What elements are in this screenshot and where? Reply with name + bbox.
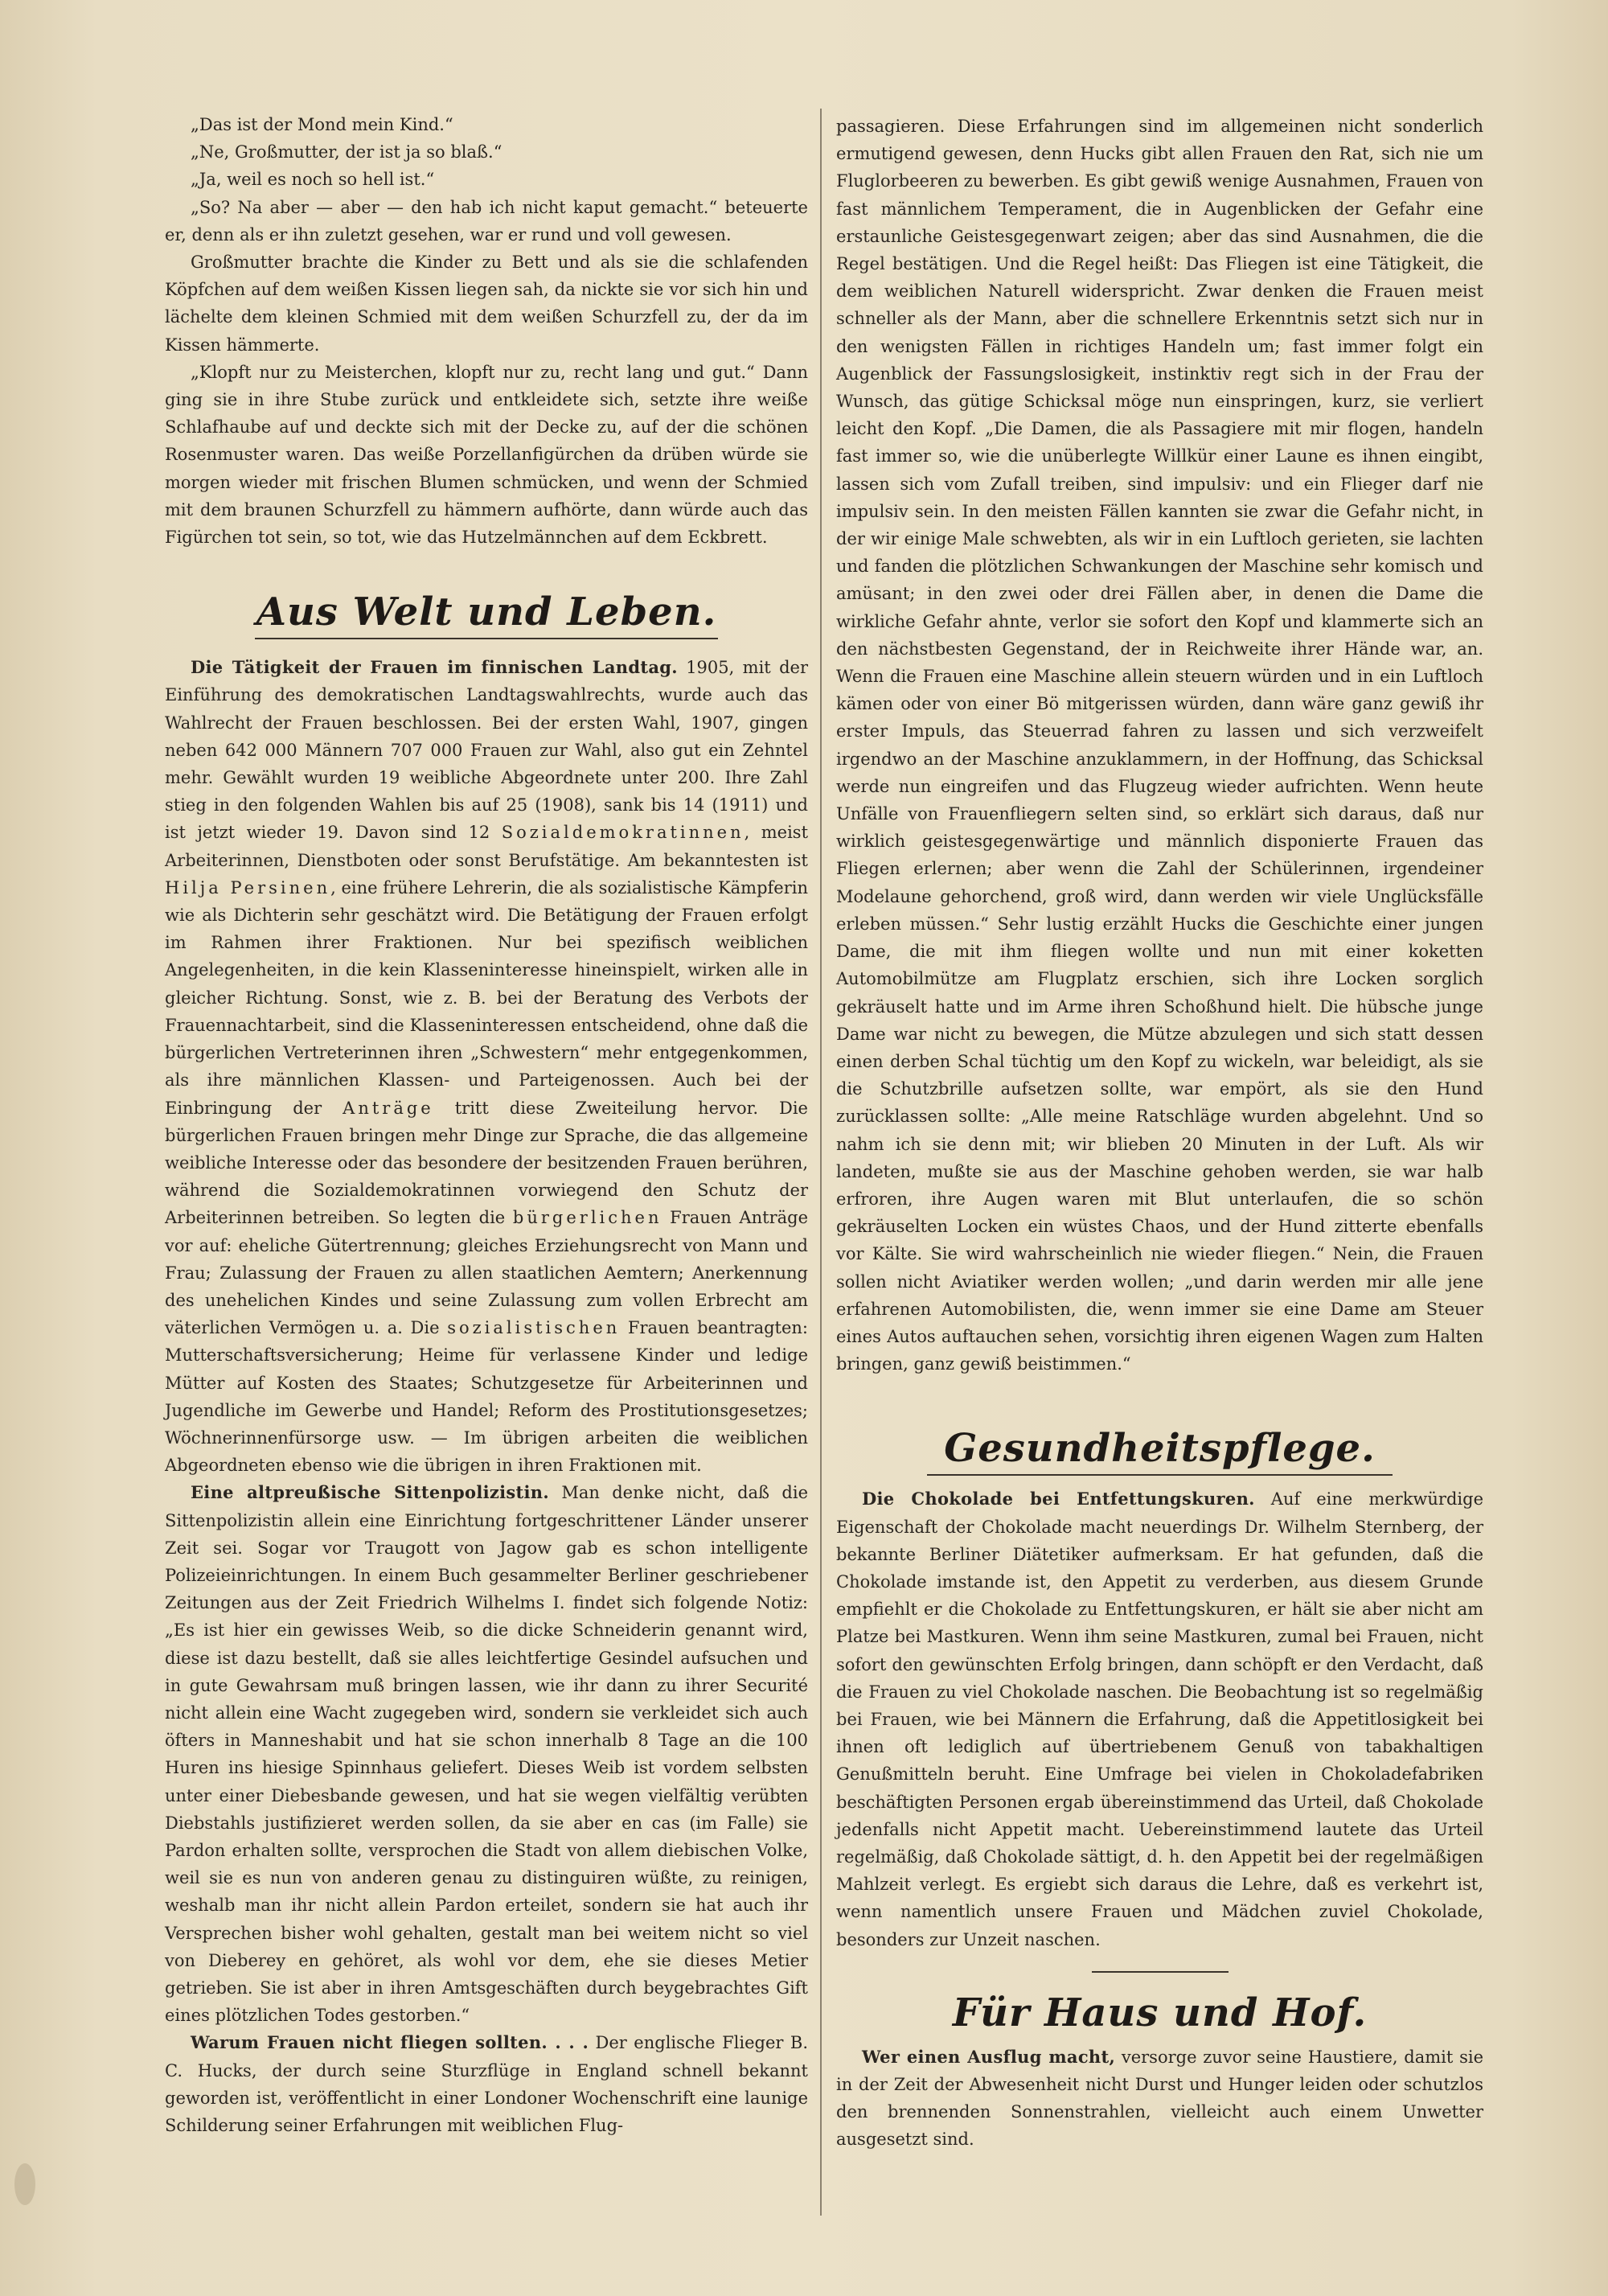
spaced-term: sozialistischen — [447, 1318, 621, 1338]
section-heading-house-text: Für Haus und Hof. — [952, 1990, 1368, 2035]
section-heading-health-text: Gesundheitspflege. — [944, 1426, 1376, 1472]
article-finnish-landtag — [165, 654, 808, 1479]
section-divider — [1092, 1971, 1229, 1973]
article-title: Die Tätigkeit der Frauen im finnischen Landtag. — [191, 657, 678, 678]
article-text: Auf eine merkwürdige Eigenschaft der Chokolade macht neuerdings Dr. Wilhelm Sternberg, der bekannte Berliner Diätetiker aufmerksam. Er hat gefunden, daß die Chokolade imstande ist, den Appetit zu verderben, aus diesem Grunde empfiehlt er die Chokolade zu Entfettungskuren, er hält sie aber nicht am Platze bei Mastkuren. Wenn ihm seine Mastkuren, zumal bei Frauen, nicht sofort den gewünschten Erfolg bringen, dann schöpft er den Verdacht, daß die Frauen zu viel Chokolade naschen. Die Beobachtung ist so regelmäßig bei Frauen, wie bei Männern die Erfahrung, daß die Appetitlosigkeit bei ihnen oft lediglich auf übertriebenem Genuß von tabakhaltigen Genußmitteln beruht. Eine Umfrage bei vielen in Chokoladefabriken beschäftigten Personen ergab übereinstimmend das Urteil, daß Chokolade jedenfalls nicht Appetit macht. Uebereinstimmend lautete das Urteil regelmäßig, daß Chokolade sättigt, d. h. den Appetit bei der regelmäßigen Mahlzeit verlegt. Es ergiebt sich daraus die Lehre, daß es verkehrt ist, wenn namentlich unsere Frauen und Mädchen zuviel Chokolade, besonders zur Unzeit naschen. — [836, 1489, 1483, 1949]
section-heading-world — [165, 589, 808, 639]
story-line-1: „Das ist der Mond mein Kind.“ — [191, 115, 453, 134]
story-paragraph-6: „Klopft nur zu Meisterchen, klopft nur zu, recht lang und gut.“ Dann ging sie in ihre Stube zurück und entkleidete sich, setzte ihre weiße Schlafhaube auf und deckte sich mit der Decke zu, auf der die schönen Rosenmuster waren. Das weiße Porzellanfigürchen da drüben würde sie morgen wieder mit frischen Blumen schmücken, und wenn der Schmied mit dem braunen Schurzfell zu hämmern aufhörte, dann würde auch das Figürchen tot sein, so tot, wie das Hutzelmännchen auf dem Eckbrett. — [165, 362, 808, 548]
story-paragraph-5: Großmutter brachte die Kinder zu Bett und als sie die schlafenden Köpfchen auf dem weißen Kissen liegen sah, da nickte sie vor sich hin und lächelte dem kleinen Schmied mit dem weißen Schurzfell zu, der da im Kissen hämmerte. — [165, 253, 808, 355]
article-text: Frauen beantragten: Mutterschaftsversicherung; Heime für verlassene Kinder und ledige Mütter auf Kosten des Staates; Schutzgesetze für Arbeiterinnen und Jugendliche im Gewerbe und Handel; Reform des Prostitutionsgesetzes; Wöchnerinnenfürsorge usw. — Im übrigen arbeiten die weiblichen Abgeordneten ebenso wie die übrigen in ihren Fraktionen mit. — [165, 1318, 809, 1476]
article-continuation: passagieren. Diese Erfahrungen sind im allgemeinen nicht sonderlich ermutigend gewesen, denn Hucks gibt allen Frauen den Rat, sich nie um Fluglorbeeren zu bewerben. Es gibt gewiß wenige Ausnahmen, Frauen von fast männlichem Temperament, die in Augenblicken der Gefahr eine erstaunliche Geistesgegenwart zeigen; aber das sind Ausnahmen, die die Regel bestätigen. Und die Regel heißt: Das Fliegen ist eine Tätigkeit, die dem weiblichen Naturell widerspricht. Zwar denken die Frauen meist schneller als der Mann, aber die schnellere Erkenntnis setzt sich nur in den wenigsten Fällen in richtiges Handeln um; fast immer folgt ein Augenblick der Fassungslosigkeit, instinktiv regt sich in der Frau der Wunsch, das gütige Schicksal möge nun einspringen, kurz, sie verliert leicht den Kopf. „Die Damen, die als Passagiere mit mir flogen, handeln fast immer so, wie die unüberlegte Willkür einer Laune es ihnen eingibt, lassen sich vom Zufall treiben, sind impulsiv: und ein Flieger darf nie impulsiv sein. In den meisten Fällen kannten sie zwar die Gefahr nicht, in der wir einige Male schwebten, als wir in ein Luftloch gerieten, sie lachten und fanden die plötzlichen Schwankungen der Maschine sehr komisch und amüsant; in den zwei oder drei Fällen aber, in denen die Dame die wirkliche Gefahr ahnte, verlor sie sofort den Kopf und klammerte sich an den nächstbesten Gegenstand, der in Reichweite ihrer Hände war, an. Wenn die Frauen eine Maschine allein steuern würden und in ein Luftloch kämen oder von einer Bö mitgerissen würden, dann wäre ganz gewiß ihr erster Impuls, das Steuerrad fahren zu lassen und sich verzweifelt irgendwo an der Maschine anzuklammern, in der Hoffnung, das Schicksal werde nun eingreifen und das Flugzeug wieder aufrichten. Wenn heute Unfälle von Frauenfliegern selten sind, so erklärt sich daraus, daß nur wirklich geistesgegenwärtige und männlich disponierte Frauen das Fliegen erlernen; aber wenn die Zahl der Schülerinnen, irgendeiner Modelaune gehorchend, groß wird, dann werden wir viele Unglücksfälle erleben müssen.“ Sehr lustig erzählt Hucks die Geschichte einer jungen Dame, die mit ihm fliegen wollte und nun mit einer koketten Automobilmütze am Flugplatz erschien, sich ihre Locken sorglich gekräuselt hatte und im Arme ihren Schoßhund hielt. Die hübsche junge Dame war nicht zu bewegen, die Mütze abzulegen und sich statt dessen einen derben Schal tüchtig um den Kopf zu wickeln, war beleidigt, als sie die Schutzbrille aufsetzen sollte, war empört, als sie den Hund zurücklassen sollte: „Alle meine Ratschläge wurden abgelehnt. Und so nahm ich sie denn mit; wir blieben 20 Minuten in der Luft. Als wir landeten, mußte sie aus der Maschine gehoben werden, sie war halb erfroren, ihre Augen waren mit Blut unterlaufen, die so schön gekräuselten Locken ein wüstes Chaos, und der Hund zitterte ebenfalls vor Kälte. Sie wird wahrscheinlich nie wieder fliegen.“ Nein, die Frauen sollen nicht Aviatiker werden wollen; „und darin werden mir alle jene erfahrenen Automobilisten, die, wenn immer sie eine Dame am Steuer eines Autos auftauchen sehen, vorsichtig ihren eigenen Wagen zum Halten bringen, ganz gewiß beistimmen.“ — [836, 117, 1483, 1374]
article-title: Eine altpreußische Sittenpolizistin. — [191, 1482, 549, 1503]
right-column — [836, 113, 1483, 2154]
section-heading-world-text: Aus Welt und Leben. — [256, 589, 717, 635]
article-ausflug — [836, 2043, 1483, 2154]
article-text: versorge zuvor seine Haustiere, damit sie in der Zeit der Abwesenheit nicht Durst und Hunger leiden oder schutzlos den brennenden Sonnenstrahlen, vielleicht auch einem Unwetter ausgesetzt sind. — [836, 2047, 1483, 2150]
article-sittenpolizistin — [165, 1479, 808, 2029]
article-title: Wer einen Ausflug macht, — [862, 2046, 1116, 2067]
article-text: , meist Arbeiterinnen, Dienstboten oder sonst Berufstätige. Am bekanntesten ist — [165, 823, 809, 870]
story-line-3: „Ja, weil es noch so hell ist.“ — [191, 170, 435, 190]
article-text: Man denke nicht, daß die Sittenpolizistin allein eine Einrichtung fortgeschrittener Länder unserer Zeit sei. Sogar vor Traugott von Jagow gab es schon intelligente Polizeieinrichtungen. In einem Buch gesammelter Berliner geschriebener Zeitungen aus der Zeit Friedrich Wilhelms I. findet sich folgende Notiz: „Es ist hier ein gewisses Weib, so die dicke Schneiderin genannt wird, diese ist dazu bestellt, daß sie alles leichtfertige Gesindel aufsuchen und in gute Gewahrsam muß bringen lassen, wie ihr dann zu ihrer Securité nicht allein eine Wacht zugegeben wird, sondern sie verkleidet sich auch öfters in Manneshabit und hat sie schon innerhalb 8 Tage an die 100 Huren ins hiesige Spinnhaus geliefert. Dieses Weib ist vordem selbsten unter einer Diebesbande gewesen, und hat sie wegen vielfältig verübten Diebstahls justifizieret werden sollen, da sie aber en cas (im Falle) sie Pardon erhalten sollte, versprochen die Stadt von allem diebischen Volke, weil sie es nun von anderen genau zu distinguiren wüßte, zu reinigen, weshalb man ihr nicht allein Pardon erteilet, sondern sie hat auch ihr Versprechen bisher wohl gehalten, gestalt man bei weitem nicht so viel von Dieberey en gehöret, als wohl vor dem, ehe sie dieses Metier getrieben. Sie ist aber in ihren Amtsgeschäften durch beygebrachtes Gift eines plötzlichen Todes gestorben.“ — [165, 1483, 808, 2026]
article-text: Frauen Anträge vor auf: eheliche Gütertrennung; gleiches Erziehungsrecht von Mann und Frau; Zulassung der Frauen zu allen staatlichen Aemtern; Anerkennung des unehelichen Kindes und seine Zulassung zum vollen Erbrecht am väterlichen Vermögen u. a. Die — [165, 1208, 808, 1338]
paper-stain — [14, 2163, 35, 2205]
left-column — [165, 111, 808, 2139]
column-rule — [820, 109, 822, 2216]
spaced-name: Hilja Persinen — [165, 877, 331, 897]
section-heading-health — [836, 1426, 1483, 1476]
article-title: Die Chokolade bei Entfettungskuren. — [862, 1489, 1255, 1509]
section-heading-house — [836, 1990, 1483, 2035]
article-title: Warum Frauen nicht fliegen sollten. . . . — [191, 2032, 589, 2053]
heading-underline — [255, 638, 718, 639]
article-text: 1905, mit der Einführung des demokratischen Landtagswahlrechts, wurde auch das Wahlrecht der Frauen beschlossen. Bei der ersten Wahl, 1907, gingen neben 642 000 Männern 707 000 Frauen zur Wahl, also gut ein Zehntel mehr. Gewählt wurden 19 weibliche Abgeordnete unter 200. Ihre Zahl stieg in den folgenden Wahlen bis auf 25 (1908), sank bis 14 (1911) und ist jetzt wieder 19. Davon sind 12 — [165, 658, 808, 843]
spaced-term: bürgerlichen — [512, 1208, 662, 1228]
article-frauen-fliegen — [165, 2029, 808, 2139]
story-line-2: „Ne, Großmutter, der ist ja so blaß.“ — [191, 142, 503, 162]
article-text: Der englische Flieger B. C. Hucks, der durch seine Sturzflüge in England schnell bekannt geworden ist, veröffentlicht in einer Londoner Wochenschrift eine launige Schilderung seiner Erfahrungen mit weiblichen Flug- — [165, 2033, 808, 2136]
spaced-term: Sozialdemokratinnen — [501, 823, 745, 843]
article-chokolade — [836, 1485, 1483, 1953]
story-paragraph-4: „So? Na aber — aber — den hab ich nicht kaput gemacht.“ beteuerte er, denn als er ihn zuletzt gesehen, war er rund und voll gewesen. — [165, 197, 808, 244]
spaced-term: Anträge — [343, 1098, 434, 1118]
article-text: tritt diese Zweiteilung hervor. Die bürgerlichen Frauen bringen mehr Dinge zur Sprache, die das allgemeine weibliche Interesse oder das besondere der besitzenden Frauen berühren, während die Sozialdemokratinnen vorwiegend den Schutz der Arbeiterinnen betreiben. So legten die — [165, 1098, 808, 1228]
article-text: , eine frühere Lehrerin, die als sozialistische Kämpferin wie als Dichterin sehr geschätzt wird. Die Betätigung der Frauen erfolgt im Rahmen ihrer Fraktionen. Nur bei spezifisch weiblichen Angelegenheiten, in die kein Klasseninteresse hineinspielt, wirken alle in gleicher Richtung. Sonst, wie z. B. bei der Beratung des Verbots der Frauennachtarbeit, sind die Klasseninteressen entscheidend, ohne daß die bürgerlichen Vertreterinnen ihren „Schwestern“ mehr entgegenkommen, als ihre männlichen Klassen- und Parteigenossen. Auch bei der Einbringung der — [165, 877, 808, 1118]
heading-underline — [927, 1474, 1393, 1476]
